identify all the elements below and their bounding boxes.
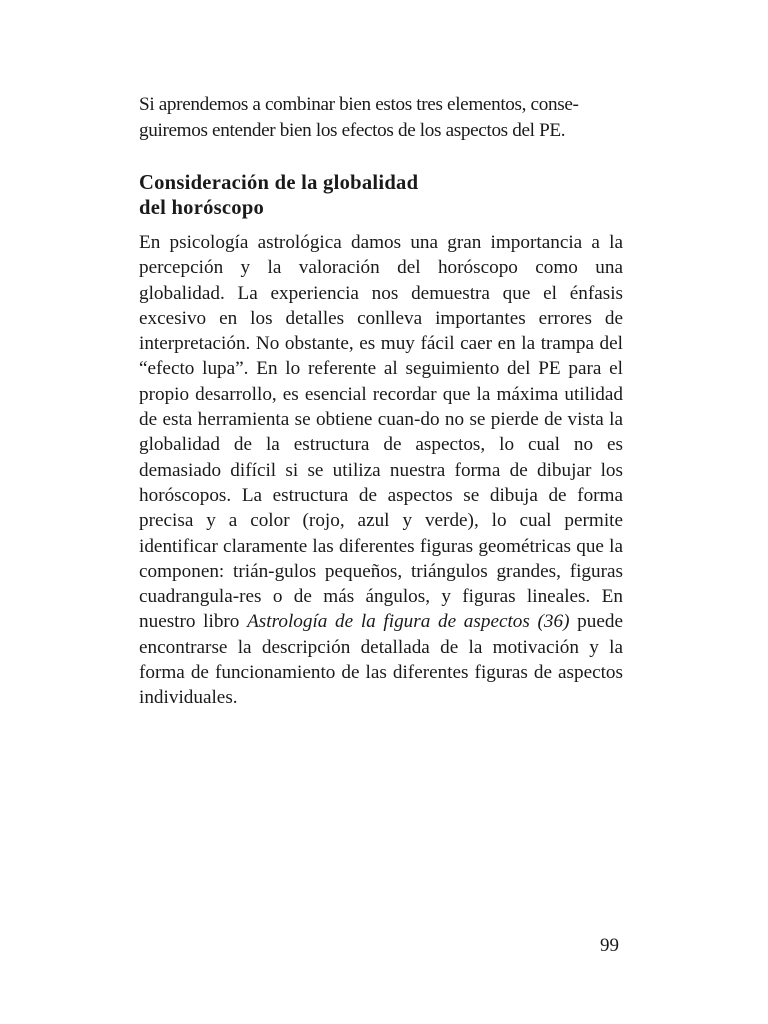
intro-paragraph: Si aprendemos a combinar bien estos tres elementos, conse-guiremos entender bien los efectos de los aspectos del PE. [139, 94, 579, 141]
page-content [139, 92, 623, 711]
body-text-part-1: En psicología astrológica damos una gran importancia a la percepción y la valoración del horóscopo como una globalidad. La experiencia nos demuestra que el énfasis excesivo en los detalles conlleva importantes errores de interpretación. No obstante, es muy fácil caer en la trampa del “efecto lupa”. En lo referente al seguimiento del PE para el propio desarrollo, es esencial recordar que la máxima utilidad de esta herramienta se obtiene cuan-do no se pierde de vista la globalidad de la estructura de aspectos, lo cual no es demasiado difícil si se utiliza nuestra forma de dibujar los horóscopos. La estructura de aspectos se dibuja de forma precisa y a color (rojo, azul y verde), lo cual permite identificar claramente las diferentes figuras geométricas que la componen: trián-gulos pequeños, triángulos grandes, figuras cuadrangula-res o de más ángulos, y figuras lineales. En nuestro libro [139, 232, 623, 633]
section-heading-line-1: Consideración de la globalidad [139, 172, 419, 194]
book-title: Astrología de la figura de aspectos (36) [247, 611, 570, 633]
section-heading [139, 171, 623, 221]
body-paragraph [139, 230, 623, 711]
page-number: 99 [600, 935, 619, 956]
body-text-part-2: puede encontrarse la descripción detallada de la motivación y la forma de funcionamiento de las diferentes figuras de aspectos individuales. [139, 611, 623, 709]
section-heading-line-2: del horóscopo [139, 197, 265, 219]
